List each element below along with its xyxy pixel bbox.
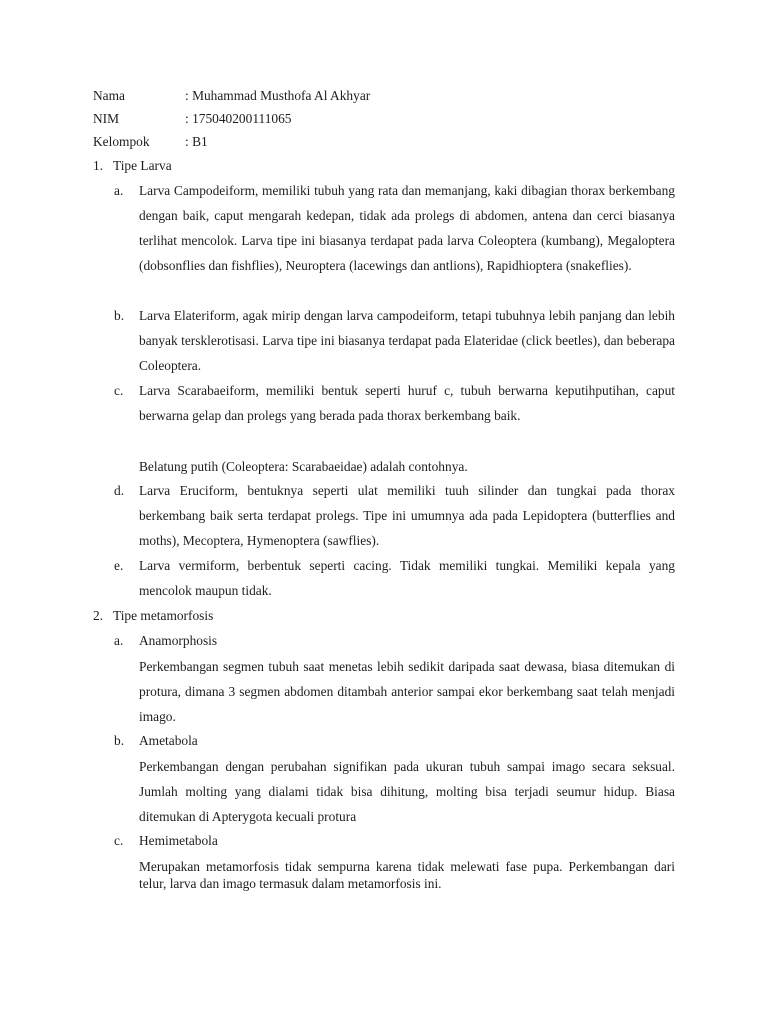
list-item-title: Ametabola [139, 733, 198, 748]
list-item-text: Larva Elateriform, agak mirip dengan larva campodeiform, tetapi tubuhnya lebih panjang dan lebih banyak tersklerotisasi. Larva tipe ini biasanya terdapat pada Elateridae (click beetles), dan beberapa Coleoptera. [139, 308, 675, 373]
nama-value: : Muhammad Musthofa Al Akhyar [185, 88, 371, 103]
list-item-text: Larva Campodeiform, memiliki tubuh yang rata dan memanjang, kaki dibagian thorax berkembang dengan baik, caput mengarah kedepan, tidak ada prolegs di abdomen, antena dan cerci biasanya terlihat mencolok. Larva tipe ini biasanya terdapat pada larva Coleoptera (kumbang), Megaloptera (dobsonflies dan fishflies), Neuroptera (lacewings dan antlions), Rapidhioptera (snakeflies). [139, 183, 675, 273]
nama-label: Nama [93, 88, 125, 103]
list-item-title: Hemimetabola [139, 833, 218, 848]
list-letter: e. [114, 558, 124, 573]
list-item-text: Larva Eruciform, bentuknya seperti ulat memiliki tuuh silinder dan tungkai pada thorax berkembang baik serta terdapat prolegs. Tipe ini umumnya ada pada Lepidoptera (butterflies and moths), Mecoptera, Hymenoptera (sawflies). [139, 483, 675, 548]
list-letter: c. [114, 383, 124, 398]
section-number: 2. [93, 608, 104, 623]
list-item-extra-text: Belatung putih (Coleoptera: Scarabaeidae) adalah contohnya. [139, 459, 468, 474]
list-letter: d. [114, 483, 125, 498]
kelompok-value: : B1 [185, 134, 208, 149]
section-number: 1. [93, 158, 104, 173]
list-letter: b. [114, 308, 125, 323]
list-letter: b. [114, 733, 125, 748]
list-item-text: Larva Scarabaeiform, memiliki bentuk seperti huruf c, tubuh berwarna keputihputihan, caput berwarna gelap dan prolegs yang berada pada thorax berkembang baik. [139, 383, 675, 423]
list-item-title: Anamorphosis [139, 633, 218, 648]
list-letter: a. [114, 633, 124, 648]
list-item-text: Merupakan metamorfosis tidak sempurna karena tidak melewati fase pupa. Perkembangan dari telur, larva dan imago termasuk dalam metamorfosis ini. [139, 859, 675, 891]
section-title: Tipe Larva [113, 158, 172, 173]
section-title: Tipe metamorfosis [113, 608, 214, 623]
nim-value: : 175040200111065 [185, 111, 292, 126]
section-heading-tipe-larva [93, 158, 172, 174]
nim-label: NIM [93, 111, 120, 126]
list-item-text: Perkembangan segmen tubuh saat menetas lebih sedikit daripada saat dewasa, biasa ditemukan di protura, dimana 3 segmen abdomen ditambah anterior sampai ekor berkembang saat telah menjadi imago. [139, 659, 675, 724]
section-heading-tipe-metamorfosis [93, 608, 213, 624]
list-item-text: Larva vermiform, berbentuk seperti cacing. Tidak memiliki tungkai. Memiliki kepala yang mencolok maupun tidak. [139, 558, 675, 598]
list-letter: c. [114, 833, 124, 848]
kelompok-label: Kelompok [93, 134, 150, 149]
list-letter: a. [114, 183, 124, 198]
list-item-text: Perkembangan dengan perubahan signifikan pada ukuran tubuh sampai imago secara seksual. Jumlah molting yang dialami tidak bisa dihitung, molting bisa terjadi seumur hidup. Biasa ditemukan di Apterygota kecuali protura [139, 759, 675, 824]
